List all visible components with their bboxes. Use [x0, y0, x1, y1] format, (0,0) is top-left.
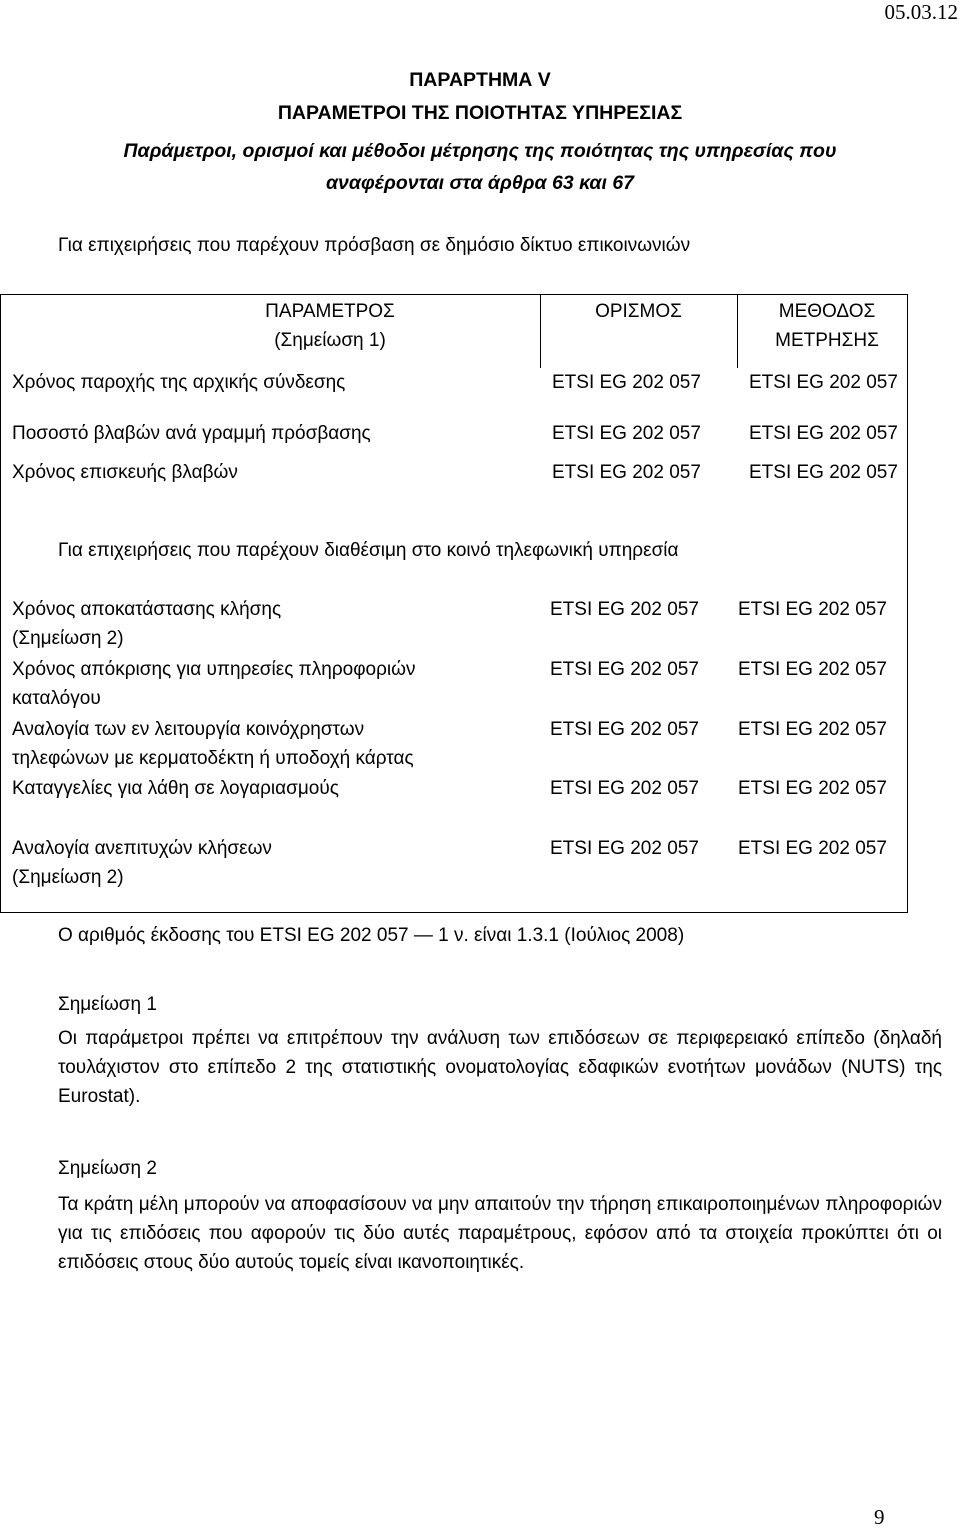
- s2-row5-param-note: (Σημείωση 2): [12, 867, 124, 888]
- s2-row5-definition: ETSI EG 202 057: [550, 838, 699, 859]
- section2-intro: Για επιχειρήσεις που παρέχουν διαθέσιμη στο κοινό τηλεφωνική υπηρεσία: [58, 540, 679, 561]
- note2-text: Τα κράτη μέλη μπορούν να αποφασίσουν να μην απαιτούν την τήρηση επικαιροποιημένων πληροφοριών για τις επιδόσεις που αφορούν τις δύο αυτές παραμέτρους, εφόσον από τα στοιχεία προκύπτει ότι οι επιδόσεις στους δύο αυτούς τομείς είναι ικανοποιητικές.: [58, 1194, 942, 1273]
- s2-row2-param: Χρόνος απόκρισης για υπηρεσίες πληροφοριών: [12, 659, 416, 680]
- s1-row1-definition: ETSI EG 202 057: [552, 372, 701, 393]
- annex-description-line1: Παράμετροι, ορισμοί και μέθοδοι μέτρησης της ποιότητας της υπηρεσίας που: [123, 140, 837, 162]
- s2-row5-method: ETSI EG 202 057: [738, 838, 887, 859]
- s2-row2-method: ETSI EG 202 057: [738, 659, 887, 680]
- s1-row3-definition: ETSI EG 202 057: [552, 462, 701, 483]
- page-number: 9: [874, 1505, 885, 1529]
- s2-row4-definition: ETSI EG 202 057: [550, 778, 699, 799]
- document-date: 05.03.12: [884, 0, 958, 24]
- s1-row3-method: ETSI EG 202 057: [749, 462, 898, 483]
- header-method-line2: ΜΕΤΡΗΣΗΣ: [775, 330, 879, 351]
- s2-row3-method: ETSI EG 202 057: [738, 719, 887, 740]
- section1-intro: Για επιχειρήσεις που παρέχουν πρόσβαση σε δημόσιο δίκτυο επικοινωνιών: [58, 235, 691, 256]
- s2-row1-param: Χρόνος αποκατάστασης κλήσης: [12, 599, 282, 620]
- s1-row3-param: Χρόνος επισκευής βλαβών: [12, 462, 238, 483]
- s2-row3-param-line2: τηλεφώνων με κερματοδέκτη ή υποδοχή κάρτας: [12, 748, 414, 769]
- s2-row5-param: Αναλογία ανεπιτυχών κλήσεων: [12, 838, 272, 859]
- header-method: ΜΕΘΟΔΟΣ: [778, 301, 876, 322]
- s2-row3-param: Αναλογία των εν λειτουργία κοινόχρηστων: [12, 719, 365, 740]
- s2-row2-definition: ETSI EG 202 057: [550, 659, 699, 680]
- version-note: Ο αριθμός έκδοσης του ETSI EG 202 057 — 1 ν. είναι 1.3.1 (Ιούλιος 2008): [58, 925, 685, 946]
- s1-row2-method: ETSI EG 202 057: [749, 423, 898, 444]
- s1-row2-definition: ETSI EG 202 057: [552, 423, 701, 444]
- annex-subtitle: ΠΑΡΑΜΕΤΡΟΙ ΤΗΣ ΠΟΙΟΤΗΤΑΣ ΥΠΗΡΕΣΙΑΣ: [277, 102, 683, 124]
- s2-row1-method: ETSI EG 202 057: [738, 599, 887, 620]
- s2-row3-definition: ETSI EG 202 057: [550, 719, 699, 740]
- s1-row1-param: Χρόνος παροχής της αρχικής σύνδεσης: [12, 372, 346, 393]
- header-parameter: ΠΑΡΑΜΕΤΡΟΣ: [265, 301, 395, 322]
- annex-title: ΠΑΡΑΡΤΗΜΑ V: [409, 69, 551, 91]
- s2-row1-param-note: (Σημείωση 2): [12, 628, 124, 649]
- header-definition: ΟΡΙΣΜΟΣ: [595, 301, 682, 322]
- header-parameter-note: (Σημείωση 1): [274, 330, 386, 351]
- note2-title: Σημείωση 2: [58, 1158, 157, 1179]
- s2-row2-param-line2: καταλόγου: [12, 688, 101, 709]
- s2-row1-definition: ETSI EG 202 057: [550, 599, 699, 620]
- s2-row4-param: Καταγγελίες για λάθη σε λογαριασμούς: [12, 778, 339, 799]
- note1-title: Σημείωση 1: [58, 994, 157, 1015]
- s1-row2-param: Ποσοστό βλαβών ανά γραμμή πρόσβασης: [12, 423, 371, 444]
- annex-description-line2: αναφέρονται στα άρθρα 63 και 67: [325, 172, 635, 194]
- s2-row4-method: ETSI EG 202 057: [738, 778, 887, 799]
- s1-row1-method: ETSI EG 202 057: [749, 372, 898, 393]
- note1-text: Οι παράμετροι πρέπει να επιτρέπουν την ανάλυση των επιδόσεων σε περιφερειακό επίπεδο (δηλαδή τουλάχιστον στο επίπεδο 2 της στατιστικής ονοματολογίας εδαφικών ενοτήτων μονάδων (NUTS) της Eurostat).: [58, 1028, 942, 1107]
